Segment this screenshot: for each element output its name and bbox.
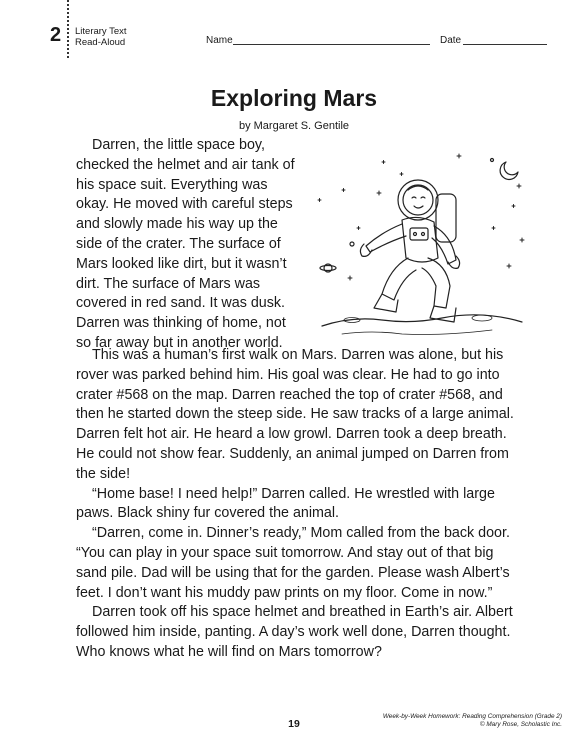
story-line: followed him inside, panting. A day’s work well done, Darren thought. <box>76 624 511 641</box>
story-line: and slowly made his way up the <box>76 216 278 233</box>
story-line: the side! <box>76 465 131 482</box>
story-line: Mars looked like dirt, but it wasn’t <box>76 255 287 272</box>
story-line: crater #568 on the map. Darren reached the top of crater #568, and <box>76 386 503 403</box>
copyright-credit <box>383 713 562 729</box>
story-line: This was a human’s first walk on Mars. Darren was alone, but his <box>92 347 504 363</box>
story-paragraph-2 <box>76 346 516 663</box>
story-line: “Darren, come in. Dinner’s ready,” Mom called from the back door. <box>92 525 510 542</box>
story-line: Darren, the little space boy, <box>92 137 265 153</box>
byline: by Margaret S. Gentile <box>238 120 350 132</box>
page-title: Exploring Mars <box>210 85 378 111</box>
story-line: then he started down the steep side. He saw tracks of a large animal. <box>76 406 514 423</box>
date-label: Date <box>440 35 462 46</box>
astronaut-on-mars-illustration <box>312 148 532 340</box>
story-line: sand pile. Dad will be using that for the garden. Please wash Albert’s <box>76 564 510 581</box>
story-line: Darren felt hot air. He heard a low growl. Darren took a deep breath. <box>76 426 507 443</box>
genre-label-line: Literary Text <box>75 26 127 37</box>
story-line: Who knows what he will find on Mars tomorrow? <box>76 643 382 660</box>
story-line: okay. He moved with careful steps <box>76 196 293 213</box>
mars-ground <box>322 315 522 326</box>
story-line: Darren was thinking of home, not <box>76 315 286 332</box>
story-line: dirt. The surface of Mars was <box>76 275 261 292</box>
header-dotted-divider <box>67 0 69 58</box>
story-line: checked the helmet and air tank of <box>76 156 295 173</box>
week-number: 2 <box>50 24 62 46</box>
date-field-line[interactable] <box>463 44 547 45</box>
story-line: so far away but in another world. <box>76 334 283 351</box>
story-line: side of the crater. The surface of <box>76 235 281 252</box>
star-icon <box>350 242 354 246</box>
astronaut-figure <box>360 180 459 322</box>
name-field-line[interactable] <box>233 44 430 45</box>
story-line: feet. I don’t want his muddy paw prints on my floor. Come in now.” <box>76 584 493 601</box>
story-line: Darren took off his space helmet and breathed in Earth’s air. Albert <box>92 604 513 621</box>
story-line: “Home base! I need help!” Darren called. He wrestled with large <box>92 485 495 502</box>
planet-icon <box>320 264 336 272</box>
moon-icon <box>500 162 518 179</box>
story-line: his space suit. Everything was <box>76 176 268 193</box>
story-line: covered in red sand. It was dusk. <box>76 295 286 312</box>
credit-line: Week-by-Week Homework: Reading Comprehension (Grade 2) <box>382 713 562 720</box>
page-number: 19 <box>288 718 300 730</box>
story-line: rover was parked behind him. His goal was clear. He had to go into <box>76 366 500 383</box>
story-line: “You can play in your space suit tomorrow. And stay out of that big <box>76 544 494 561</box>
name-label: Name <box>206 35 233 46</box>
story-line: He could not show fear. Suddenly, an animal jumped on Darren from <box>76 445 509 462</box>
star-icon <box>491 159 494 162</box>
star-icon <box>318 154 524 280</box>
credit-line: © Mary Rose, Scholastic Inc. <box>479 721 562 728</box>
genre-label-line: Read-Aloud <box>75 37 126 48</box>
story-paragraph-1 <box>76 136 308 354</box>
story-line: paws. Black shiny fur covered the animal. <box>76 505 340 522</box>
genre-label <box>75 26 127 48</box>
